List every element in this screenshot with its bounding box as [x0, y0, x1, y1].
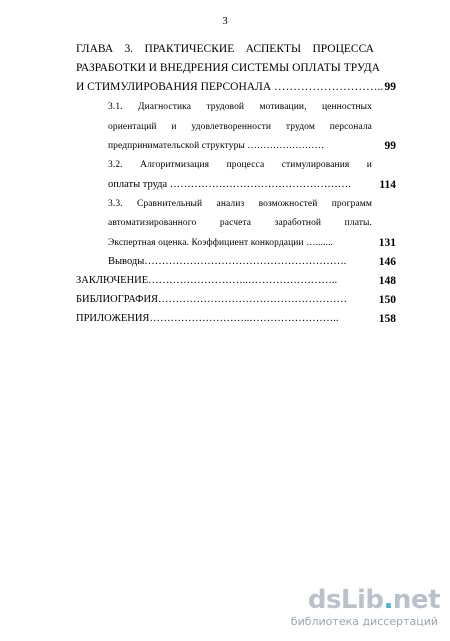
toc-chapter3-line3: И СТИМУЛИРОВАНИЯ ПЕРСОНАЛА ………………………..	[76, 81, 384, 93]
toc-appendices-page: 158	[378, 313, 396, 325]
toc-section-3-1-line1: 3.1. Диагностика трудовой мотивации, ценностных	[108, 102, 372, 112]
toc-section-3-1-line2: ориентаций и удовлетворенности трудом персонала	[108, 122, 372, 132]
toc-conclusions-page: 146	[378, 256, 396, 268]
logo-main: dsLib	[307, 585, 384, 615]
logo-dot: .	[383, 585, 393, 615]
toc-bibliography-label: БИБЛИОГРАФИЯ………………………………………………	[76, 294, 348, 305]
dslib-logo	[308, 585, 440, 615]
toc-section-3-2-page: 114	[379, 179, 396, 191]
logo-tld: net	[392, 585, 440, 615]
toc-section-3-2-line1: 3.2. Алгоритмизация процесса стимулирования и	[108, 160, 372, 170]
toc-summary-page: 148	[378, 275, 396, 287]
toc-section-3-3-line1: 3.3. Сравнительный анализ возможностей программ	[108, 199, 372, 209]
toc-bibliography-page: 150	[378, 294, 396, 306]
toc-conclusions-label: Выводы………………………………………………….	[108, 256, 347, 267]
page-number: 3	[222, 15, 228, 27]
toc-summary-label: ЗАКЛЮЧЕНИЕ………………………..……………………..	[76, 275, 338, 286]
toc-section-3-3-line2: автоматизированного расчета заработной платы.	[108, 218, 372, 228]
toc-appendices-label: ПРИЛОЖЕНИЯ………………………..……………………..	[76, 313, 339, 324]
toc-chapter3-line1: ГЛАВА 3. ПРАКТИЧЕСКИЕ АСПЕКТЫ ПРОЦЕССА	[76, 43, 374, 55]
toc-section-3-3-page: 131	[378, 237, 396, 249]
toc-chapter3-line2: РАЗРАБОТКИ И ВНЕДРЕНИЯ СИСТЕМЫ ОПЛАТЫ ТРУДА	[76, 62, 380, 74]
dslib-subtitle: библиотека диссертаций	[290, 615, 438, 628]
toc-section-3-2-line2: оплаты труда …………………………………………….	[108, 179, 351, 190]
toc-section-3-3-line3: Экспертная оценка. Коэффициент конкордации ….......	[108, 238, 334, 248]
toc-section-3-1-page: 99	[384, 140, 396, 152]
dslib-watermark	[290, 585, 440, 631]
toc-section-3-1-line3: предпринимательской структуры ……………………	[108, 141, 325, 151]
toc-chapter3-page: 99	[384, 81, 396, 93]
